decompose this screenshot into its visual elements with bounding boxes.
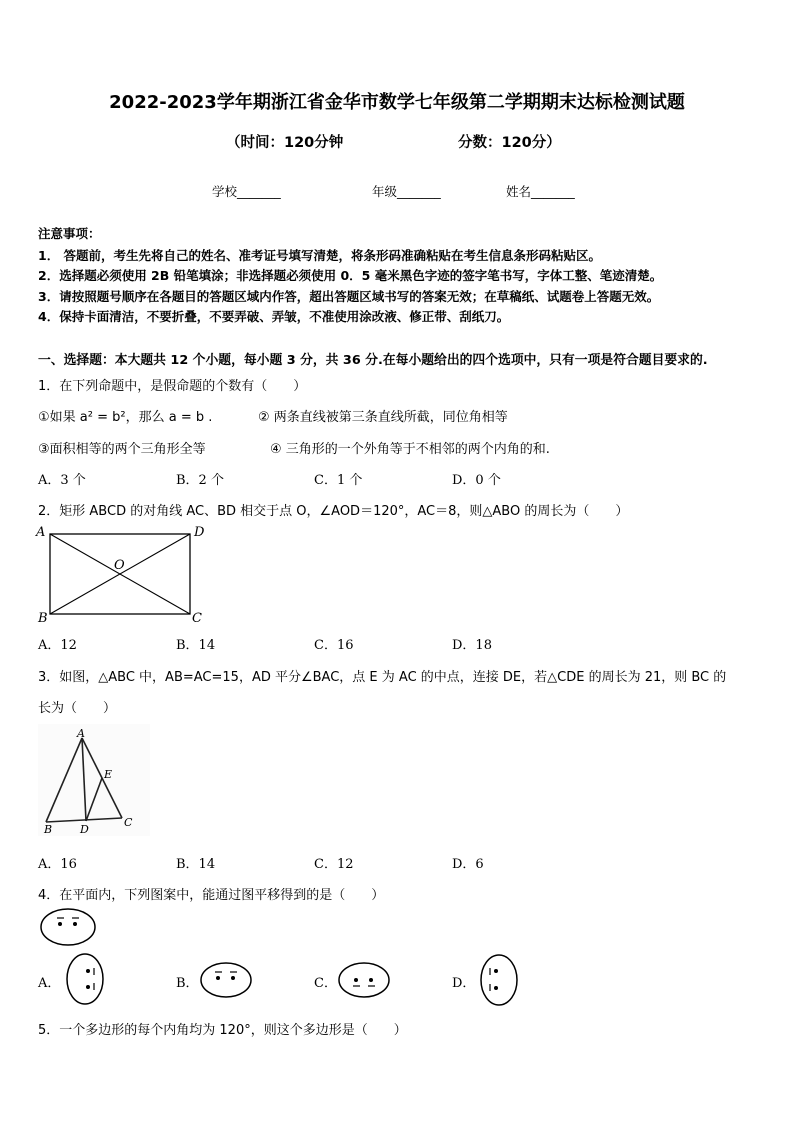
q3-option-a: A．16 <box>38 857 77 872</box>
name-field: 姓名_______ <box>506 184 575 199</box>
q4-option-a-figure <box>62 951 108 1007</box>
q1-option-b: B．2 个 <box>176 473 224 488</box>
q1-option-d: D．0 个 <box>452 473 501 488</box>
q3-option-c: C．12 <box>314 857 354 872</box>
question-1-stem: 1．在下列命题中，是假命题的个数有（ ） <box>38 379 307 394</box>
exam-title: 2022-2023学年期浙江省金华市数学七年级第二学期期末达标检测试题 <box>109 92 685 113</box>
q4-option-b-label: B． <box>176 976 199 991</box>
question-3-stem: 3．如图，△ABC 中，AB=AC=15，AD 平分∠BAC，点 E 为 AC 的中点，连接 DE，若△CDE 的周长为 21，则 BC 的 <box>38 670 727 685</box>
q1-statement-1: ①如果 a² = b²，那么 a = b . <box>38 410 213 425</box>
q2-option-b: B．14 <box>176 638 216 653</box>
q3-option-b: B．14 <box>176 857 216 872</box>
notes-heading: 注意事项： <box>38 226 101 241</box>
question-4-stem: 4．在平面内，下列图案中，能通过图平移得到的是（ ） <box>38 888 385 903</box>
q4-option-a-label: A． <box>38 976 61 991</box>
q2-option-d: D．18 <box>452 638 492 653</box>
q1-option-a: A．3 个 <box>38 473 86 488</box>
label-b: B <box>44 823 53 836</box>
q2-option-c: C．16 <box>314 638 354 653</box>
grade-field: 年级_______ <box>372 184 441 199</box>
q1-statement-2: ② 两条直线被第三条直线所截，同位角相等 <box>258 410 508 425</box>
label-a: A <box>36 525 46 540</box>
note-item: 2．选择题必须使用 2B 铅笔填涂；非选择题必须使用 0．5 毫米黑色字迹的签字笔书写，字体工整、笔迹清楚。 <box>38 268 663 283</box>
exam-score: 分数：120分） <box>458 135 561 151</box>
q2-option-a: A．12 <box>38 638 77 653</box>
school-field: 学校_______ <box>212 184 281 199</box>
exam-time: （时间：120分钟 <box>226 135 344 151</box>
q4-option-b-figure <box>198 960 254 1000</box>
note-item: 3．请按照题号顺序在各题目的答题区域内作答，超出答题区域书写的答案无效；在草稿纸、试题卷上答题无效。 <box>38 289 660 304</box>
question-3-stem-cont: 长为（ ） <box>38 701 117 716</box>
rectangle-diagram <box>30 522 220 626</box>
note-item: 1． 答题前，考生先将自己的姓名、准考证号填写清楚，将条形码准确粘贴在考生信息条形码粘贴区。 <box>38 248 602 263</box>
label-a: A <box>77 727 85 740</box>
note-item: 4．保持卡面清洁，不要折叠，不要弄破、弄皱，不准使用涂改液、修正带、刮纸刀。 <box>38 309 510 324</box>
triangle-diagram <box>38 724 150 836</box>
q4-option-c-figure <box>336 960 392 1000</box>
label-o: O <box>114 558 125 573</box>
q1-statement-4: ④ 三角形的一个外角等于不相邻的两个内角的和. <box>270 442 550 457</box>
label-c: C <box>192 611 202 626</box>
q1-option-c: C．1 个 <box>314 473 363 488</box>
q3-option-d: D．6 <box>452 857 484 872</box>
q4-option-d-label: D． <box>452 976 476 991</box>
label-c: C <box>124 816 133 829</box>
q4-option-d-figure <box>476 951 522 1009</box>
reference-face-figure <box>38 906 98 948</box>
label-d: D <box>194 525 205 540</box>
section-heading: 一、选择题：本大题共 12 个小题，每小题 3 分，共 36 分.在每小题给出的四个选项中，只有一项是符合题目要求的. <box>38 353 708 368</box>
q4-option-c-label: C． <box>314 976 337 991</box>
label-b: B <box>38 611 48 626</box>
label-d: D <box>80 823 89 836</box>
question-5-stem: 5．一个多边形的每个内角均为 120°，则这个多边形是（ ） <box>38 1023 407 1038</box>
label-e: E <box>104 768 113 781</box>
question-2-stem: 2．矩形 ABCD 的对角线 AC、BD 相交于点 O，∠AOD＝120°，AC＝8，则△ABO 的周长为（ ） <box>38 504 629 519</box>
q1-statement-3: ③面积相等的两个三角形全等 <box>38 442 206 457</box>
